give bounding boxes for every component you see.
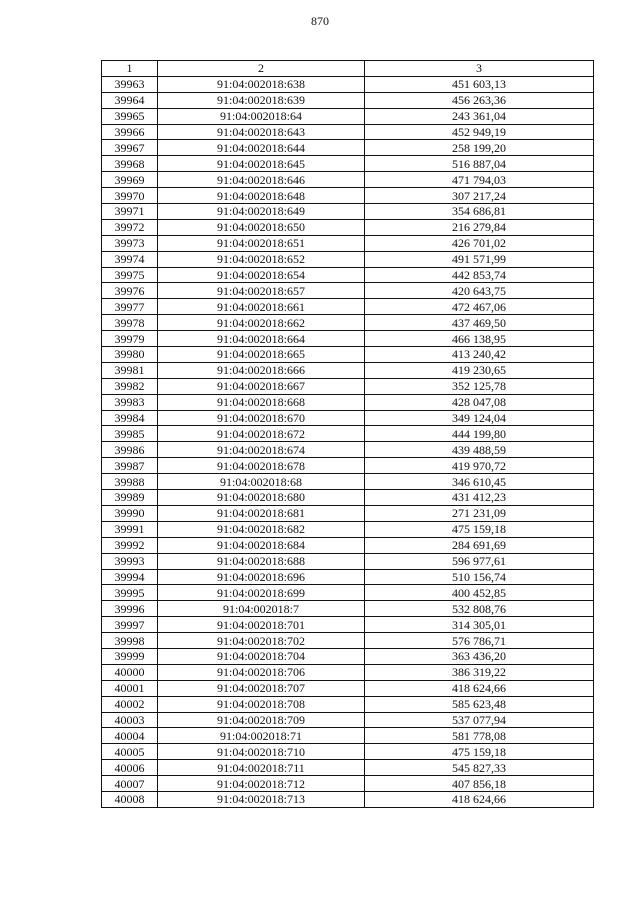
table-row	[102, 92, 594, 108]
row-number-cell: 39970	[102, 188, 158, 204]
value-cell: 420 643,75	[365, 283, 594, 299]
row-number-cell: 40001	[102, 680, 158, 696]
value-cell: 418 624,66	[365, 791, 594, 807]
cadastral-number-cell: 91:04:002018:682	[158, 521, 365, 537]
value-cell: 284 691,69	[365, 537, 594, 553]
cadastral-number-cell: 91:04:002018:646	[158, 172, 365, 188]
value-cell: 418 624,66	[365, 680, 594, 696]
table-row	[102, 553, 594, 569]
cadastral-number-cell: 91:04:002018:674	[158, 442, 365, 458]
cadastral-number-cell: 91:04:002018:699	[158, 585, 365, 601]
header-row	[102, 61, 594, 77]
row-number-cell: 39996	[102, 601, 158, 617]
table-row	[102, 569, 594, 585]
table-row	[102, 267, 594, 283]
value-cell: 407 856,18	[365, 776, 594, 792]
cadastral-number-cell: 91:04:002018:701	[158, 617, 365, 633]
row-number-cell: 39992	[102, 537, 158, 553]
table-row	[102, 744, 594, 760]
table-row	[102, 172, 594, 188]
cadastral-number-cell: 91:04:002018:639	[158, 92, 365, 108]
value-cell: 363 436,20	[365, 648, 594, 664]
row-number-cell: 39998	[102, 633, 158, 649]
cadastral-number-cell: 91:04:002018:661	[158, 299, 365, 315]
table-row	[102, 474, 594, 490]
table-row	[102, 219, 594, 235]
row-number-cell: 39979	[102, 331, 158, 347]
row-number-cell: 40002	[102, 696, 158, 712]
cadastral-number-cell: 91:04:002018:643	[158, 124, 365, 140]
row-number-cell: 39986	[102, 442, 158, 458]
cadastral-number-cell: 91:04:002018:664	[158, 331, 365, 347]
table-row	[102, 331, 594, 347]
value-cell: 271 231,09	[365, 505, 594, 521]
value-cell: 346 610,45	[365, 474, 594, 490]
header-col-2: 2	[158, 61, 365, 77]
row-number-cell: 39991	[102, 521, 158, 537]
value-cell: 352 125,78	[365, 378, 594, 394]
row-number-cell: 39990	[102, 505, 158, 521]
table-row	[102, 426, 594, 442]
row-number-cell: 40000	[102, 664, 158, 680]
table-row	[102, 537, 594, 553]
value-cell: 349 124,04	[365, 410, 594, 426]
row-number-cell: 39984	[102, 410, 158, 426]
value-cell: 576 786,71	[365, 633, 594, 649]
cadastral-number-cell: 91:04:002018:708	[158, 696, 365, 712]
row-number-cell: 39977	[102, 299, 158, 315]
value-cell: 314 305,01	[365, 617, 594, 633]
cadastral-number-cell: 91:04:002018:668	[158, 394, 365, 410]
cadastral-number-cell: 91:04:002018:648	[158, 188, 365, 204]
value-cell: 307 217,24	[365, 188, 594, 204]
table-header	[102, 61, 594, 77]
value-cell: 419 230,65	[365, 362, 594, 378]
cadastral-value-table	[101, 60, 594, 808]
cadastral-number-cell: 91:04:002018:657	[158, 283, 365, 299]
table-row	[102, 490, 594, 506]
cadastral-number-cell: 91:04:002018:710	[158, 744, 365, 760]
row-number-cell: 40005	[102, 744, 158, 760]
value-cell: 516 887,04	[365, 156, 594, 172]
cadastral-number-cell: 91:04:002018:68	[158, 474, 365, 490]
value-cell: 444 199,80	[365, 426, 594, 442]
cadastral-number-cell: 91:04:002018:7	[158, 601, 365, 617]
cadastral-number-cell: 91:04:002018:638	[158, 76, 365, 92]
table-row	[102, 664, 594, 680]
row-number-cell: 40006	[102, 760, 158, 776]
page-number: 870	[311, 14, 329, 28]
cadastral-number-cell: 91:04:002018:71	[158, 728, 365, 744]
cadastral-number-cell: 91:04:002018:709	[158, 712, 365, 728]
table-row	[102, 140, 594, 156]
table-row	[102, 124, 594, 140]
row-number-cell: 39993	[102, 553, 158, 569]
value-cell: 386 319,22	[365, 664, 594, 680]
row-number-cell: 39965	[102, 108, 158, 124]
table-row	[102, 505, 594, 521]
cadastral-number-cell: 91:04:002018:712	[158, 776, 365, 792]
value-cell: 442 853,74	[365, 267, 594, 283]
row-number-cell: 39969	[102, 172, 158, 188]
row-number-cell: 39963	[102, 76, 158, 92]
cadastral-number-cell: 91:04:002018:696	[158, 569, 365, 585]
cadastral-number-cell: 91:04:002018:651	[158, 235, 365, 251]
table-row	[102, 712, 594, 728]
row-number-cell: 39964	[102, 92, 158, 108]
row-number-cell: 39997	[102, 617, 158, 633]
value-cell: 400 452,85	[365, 585, 594, 601]
cadastral-number-cell: 91:04:002018:652	[158, 251, 365, 267]
row-number-cell: 40007	[102, 776, 158, 792]
table-row	[102, 315, 594, 331]
table-row	[102, 521, 594, 537]
value-cell: 596 977,61	[365, 553, 594, 569]
row-number-cell: 39974	[102, 251, 158, 267]
cadastral-number-cell: 91:04:002018:654	[158, 267, 365, 283]
row-number-cell: 39973	[102, 235, 158, 251]
cadastral-number-cell: 91:04:002018:713	[158, 791, 365, 807]
cadastral-number-cell: 91:04:002018:645	[158, 156, 365, 172]
row-number-cell: 39967	[102, 140, 158, 156]
value-cell: 428 047,08	[365, 394, 594, 410]
value-cell: 437 469,50	[365, 315, 594, 331]
cadastral-number-cell: 91:04:002018:706	[158, 664, 365, 680]
table-row	[102, 617, 594, 633]
table-row	[102, 362, 594, 378]
row-number-cell: 40008	[102, 791, 158, 807]
row-number-cell: 39994	[102, 569, 158, 585]
table-row	[102, 410, 594, 426]
value-cell: 510 156,74	[365, 569, 594, 585]
value-cell: 472 467,06	[365, 299, 594, 315]
row-number-cell: 39978	[102, 315, 158, 331]
table-row	[102, 299, 594, 315]
row-number-cell: 40003	[102, 712, 158, 728]
row-number-cell: 39966	[102, 124, 158, 140]
table-row	[102, 696, 594, 712]
cadastral-number-cell: 91:04:002018:672	[158, 426, 365, 442]
row-number-cell: 39983	[102, 394, 158, 410]
row-number-cell: 39976	[102, 283, 158, 299]
row-number-cell: 39971	[102, 204, 158, 220]
value-cell: 216 279,84	[365, 219, 594, 235]
table-row	[102, 76, 594, 92]
table-row	[102, 235, 594, 251]
cadastral-number-cell: 91:04:002018:665	[158, 347, 365, 363]
cadastral-number-cell: 91:04:002018:680	[158, 490, 365, 506]
table-body	[102, 76, 594, 807]
row-number-cell: 39968	[102, 156, 158, 172]
value-cell: 491 571,99	[365, 251, 594, 267]
table-row	[102, 204, 594, 220]
value-cell: 585 623,48	[365, 696, 594, 712]
value-cell: 426 701,02	[365, 235, 594, 251]
table-row	[102, 156, 594, 172]
cadastral-number-cell: 91:04:002018:688	[158, 553, 365, 569]
cadastral-number-cell: 91:04:002018:644	[158, 140, 365, 156]
row-number-cell: 39985	[102, 426, 158, 442]
row-number-cell: 39980	[102, 347, 158, 363]
table-row	[102, 347, 594, 363]
table-row	[102, 633, 594, 649]
value-cell: 475 159,18	[365, 521, 594, 537]
cadastral-number-cell: 91:04:002018:707	[158, 680, 365, 696]
row-number-cell: 39982	[102, 378, 158, 394]
value-cell: 466 138,95	[365, 331, 594, 347]
cadastral-number-cell: 91:04:002018:662	[158, 315, 365, 331]
row-number-cell: 39995	[102, 585, 158, 601]
value-cell: 413 240,42	[365, 347, 594, 363]
table-row	[102, 251, 594, 267]
table-row	[102, 585, 594, 601]
table-row	[102, 776, 594, 792]
cadastral-number-cell: 91:04:002018:711	[158, 760, 365, 776]
value-cell: 475 159,18	[365, 744, 594, 760]
row-number-cell: 39972	[102, 219, 158, 235]
table-row	[102, 283, 594, 299]
cadastral-number-cell: 91:04:002018:650	[158, 219, 365, 235]
value-cell: 456 263,36	[365, 92, 594, 108]
row-number-cell: 39989	[102, 490, 158, 506]
value-cell: 439 488,59	[365, 442, 594, 458]
value-cell: 545 827,33	[365, 760, 594, 776]
table-row	[102, 188, 594, 204]
cadastral-number-cell: 91:04:002018:678	[158, 458, 365, 474]
header-col-1: 1	[102, 61, 158, 77]
value-cell: 258 199,20	[365, 140, 594, 156]
table-row	[102, 442, 594, 458]
value-cell: 451 603,13	[365, 76, 594, 92]
table-row	[102, 108, 594, 124]
table-row	[102, 458, 594, 474]
value-cell: 354 686,81	[365, 204, 594, 220]
value-cell: 419 970,72	[365, 458, 594, 474]
value-cell: 431 412,23	[365, 490, 594, 506]
cadastral-number-cell: 91:04:002018:684	[158, 537, 365, 553]
cadastral-number-cell: 91:04:002018:649	[158, 204, 365, 220]
value-cell: 452 949,19	[365, 124, 594, 140]
table-row	[102, 648, 594, 664]
cadastral-number-cell: 91:04:002018:667	[158, 378, 365, 394]
cadastral-number-cell: 91:04:002018:64	[158, 108, 365, 124]
value-cell: 581 778,08	[365, 728, 594, 744]
row-number-cell: 39981	[102, 362, 158, 378]
table-row	[102, 791, 594, 807]
value-cell: 471 794,03	[365, 172, 594, 188]
table-row	[102, 760, 594, 776]
row-number-cell: 39988	[102, 474, 158, 490]
cadastral-number-cell: 91:04:002018:670	[158, 410, 365, 426]
header-col-3: 3	[365, 61, 594, 77]
row-number-cell: 39987	[102, 458, 158, 474]
table-row	[102, 394, 594, 410]
cadastral-number-cell: 91:04:002018:704	[158, 648, 365, 664]
value-cell: 532 808,76	[365, 601, 594, 617]
cadastral-number-cell: 91:04:002018:666	[158, 362, 365, 378]
row-number-cell: 39975	[102, 267, 158, 283]
row-number-cell: 39999	[102, 648, 158, 664]
value-cell: 537 077,94	[365, 712, 594, 728]
table-row	[102, 601, 594, 617]
cadastral-number-cell: 91:04:002018:681	[158, 505, 365, 521]
value-cell: 243 361,04	[365, 108, 594, 124]
table-row	[102, 728, 594, 744]
table-row	[102, 680, 594, 696]
cadastral-number-cell: 91:04:002018:702	[158, 633, 365, 649]
table-row	[102, 378, 594, 394]
row-number-cell: 40004	[102, 728, 158, 744]
